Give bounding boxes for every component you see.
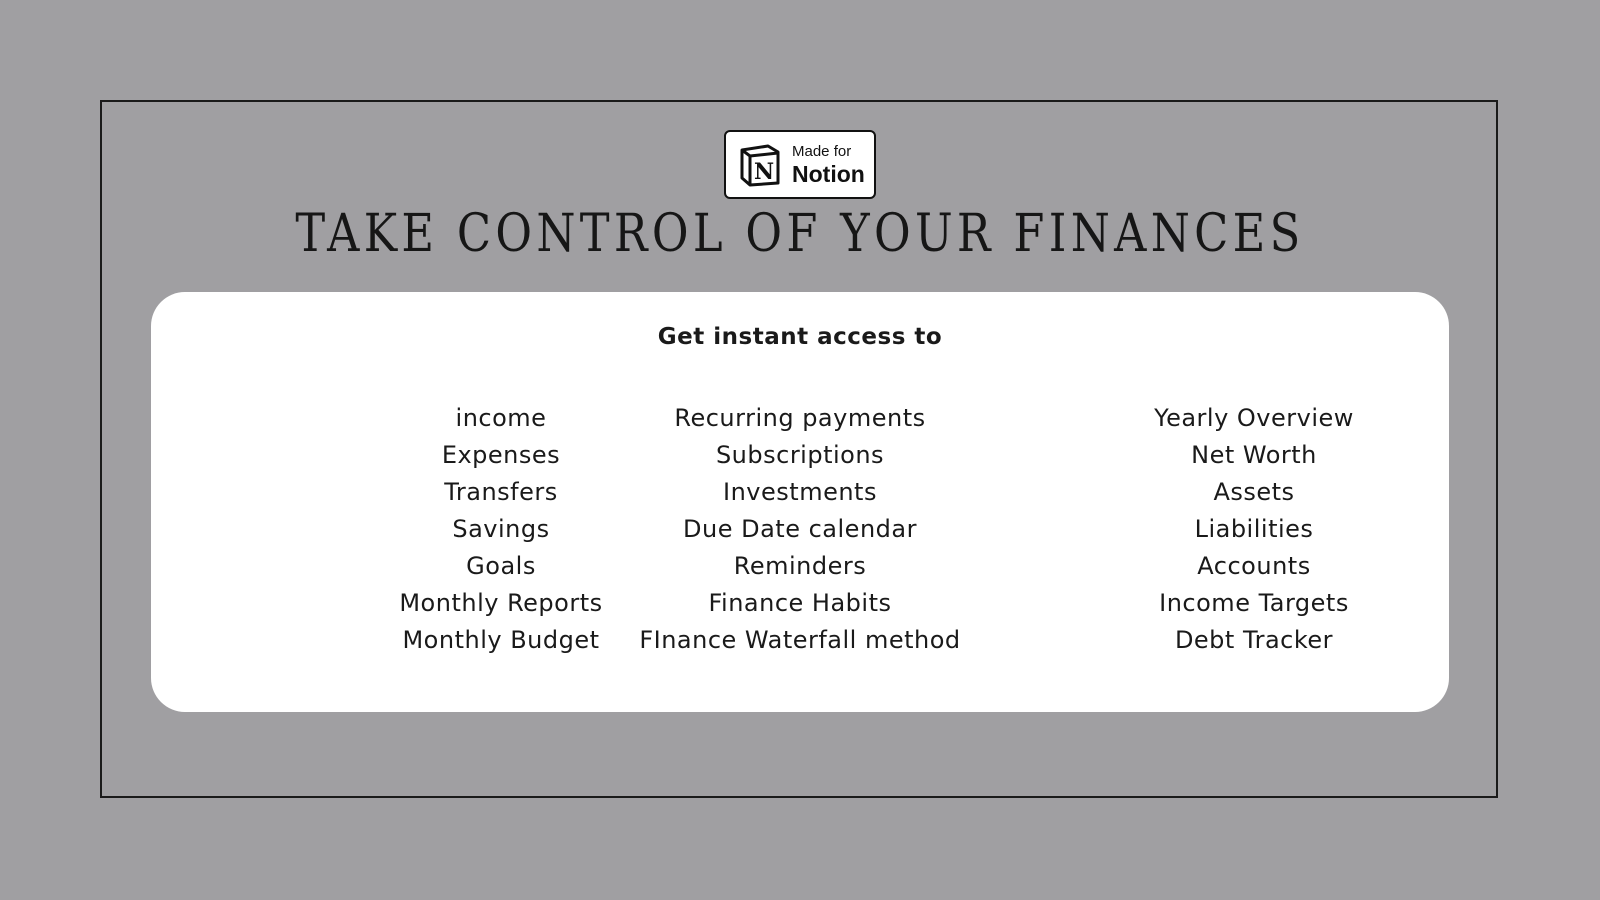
feature-column-2 [580, 400, 1020, 659]
feature-item: Savings [452, 515, 550, 543]
feature-item: Recurring payments [674, 404, 926, 432]
card-title: Get instant access to [657, 324, 943, 350]
feature-item: Accounts [1197, 552, 1311, 580]
feature-item: Expenses [441, 441, 561, 469]
feature-item: Assets [1213, 478, 1295, 506]
feature-item: Income Targets [1159, 589, 1349, 617]
feature-item: income [455, 404, 547, 432]
feature-item: Net Worth [1191, 441, 1317, 469]
features-card [151, 292, 1449, 712]
feature-item: Due Date calendar [683, 515, 917, 543]
feature-item: Reminders [733, 552, 867, 580]
badge-text [792, 144, 865, 186]
feature-item: FInance Waterfall method [639, 626, 961, 654]
svg-text:N: N [753, 158, 775, 185]
feature-item: Transfers [444, 478, 558, 506]
feature-item: Investments [723, 478, 877, 506]
feature-item: Debt Tracker [1174, 626, 1334, 654]
feature-item: Yearly Overview [1154, 404, 1354, 432]
feature-item: Monthly Budget [402, 626, 600, 654]
badge-line1: Made for [792, 142, 852, 160]
badge-line2: Notion [792, 160, 865, 187]
feature-item: Finance Habits [708, 589, 892, 617]
feature-item: Subscriptions [715, 441, 885, 469]
notion-logo-icon [738, 143, 782, 187]
made-for-notion-badge [724, 130, 876, 199]
feature-item: Monthly Reports [399, 589, 603, 617]
feature-column-3 [1034, 400, 1474, 659]
headline: TAKE CONTROL OF YOUR FINANCES [295, 204, 1305, 264]
feature-item: Liabilities [1194, 515, 1314, 543]
feature-item: Goals [466, 552, 536, 580]
